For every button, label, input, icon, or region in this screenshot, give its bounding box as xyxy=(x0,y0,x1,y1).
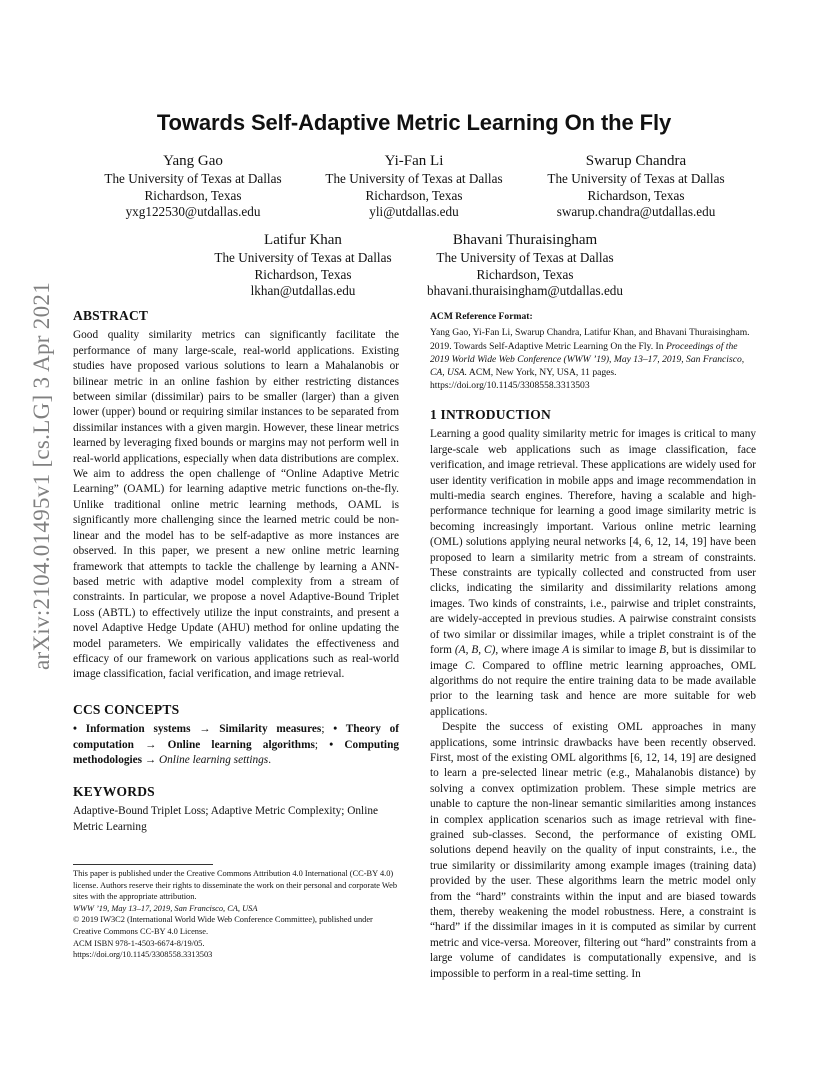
intro-text: , where image xyxy=(495,644,563,657)
ccs-concept: Online learning settings xyxy=(159,754,269,767)
intro-text: is similar to image xyxy=(569,644,660,657)
ccs-section xyxy=(73,702,399,769)
footnote-rule xyxy=(73,864,213,865)
introduction-section xyxy=(430,407,756,982)
ccs-heading: CCS CONCEPTS xyxy=(73,702,180,717)
footnote-doi: https://doi.org/10.1145/3308558.3313503 xyxy=(73,950,213,960)
keywords-text: Adaptive-Bound Triplet Loss; Adaptive Metric Complexity; Online Metric Learning xyxy=(73,805,378,833)
author-email: swarup.chandra@utdallas.edu xyxy=(556,204,716,219)
author-block-1 xyxy=(104,151,281,221)
acm-ref-proceedings: Proceedings of the 2019 World Wide Web Conference (WWW ’19), May 13–17, 2019, San Francisco, CA, USA. xyxy=(430,340,745,379)
author-affiliation: The University of Texas at Dallas xyxy=(547,171,725,186)
math-inline: (A, B, C) xyxy=(454,644,496,657)
author-affiliation: The University of Texas at Dallas xyxy=(214,250,392,265)
math-inline: A xyxy=(562,644,570,657)
ccs-concept: Similarity measures xyxy=(219,723,322,736)
ccs-concept: • Information systems xyxy=(73,723,191,736)
author-name: Bhavani Thuraisingham xyxy=(452,232,598,248)
author-affiliation: The University of Texas at Dallas xyxy=(104,171,282,186)
intro-text: , but is dissimilar to image xyxy=(430,644,756,672)
author-block-5 xyxy=(427,230,623,300)
author-location: Richardson, Texas xyxy=(476,266,574,282)
acm-ref-part: ACM, New York, NY, USA, 11 pages. https://doi.org/10.1145/3308558.3313503 xyxy=(430,367,617,392)
ccs-concepts-text: • Information systems → Similarity measures; • Theory of computation → Online learning algorithms; • Computing methodologies → Online learning settings. xyxy=(73,723,399,767)
author-block-4 xyxy=(214,230,391,300)
author-block-2 xyxy=(325,151,502,221)
footnote-copyright: © 2019 IW3C2 (International World Wide Web Conference Committee), published under Creative Commons CC-BY 4.0 License. xyxy=(73,915,373,936)
keywords-heading: KEYWORDS xyxy=(73,784,155,799)
intro-paragraph-1 xyxy=(430,427,756,720)
footnote-venue: WWW ’19, May 13–17, 2019, San Francisco, CA, USA xyxy=(73,903,258,913)
author-location: Richardson, Texas xyxy=(587,187,685,203)
acm-ref-heading: ACM Reference Format: xyxy=(430,311,533,322)
footnote xyxy=(73,868,399,961)
author-name: Latifur Khan xyxy=(264,232,342,248)
intro-text: . Compared to offline metric learning approaches, OML algorithms do not require the entire training data to be made available prior to the learning task and hence are more suitable for web applications. xyxy=(430,659,756,718)
footnote-license: This paper is published under the Creative Commons Attribution 4.0 International (CC-BY 4.0) license. Authors reserve their rights to disseminate the work on their personal and corporate Web sites with the appropriate attribution. xyxy=(73,869,398,902)
author-name: Swarup Chandra xyxy=(585,153,687,169)
math-inline: B xyxy=(659,644,667,657)
abstract-heading: ABSTRACT xyxy=(73,308,149,323)
acm-reference xyxy=(430,309,756,392)
acm-ref-text xyxy=(430,326,756,392)
author-affiliation: The University of Texas at Dallas xyxy=(436,250,614,265)
keywords-section xyxy=(73,784,399,835)
ccs-concept: • Theory of computation xyxy=(73,723,399,751)
abstract-text: Good quality similarity metrics can significantly facilitate the performance of many large-scale, real-world applications. Existing studies have proposed various solutions to learn a Mahalanobis or bilinear metric in an online fashion by either restricting distances between similar (dissimilar) pairs to be smaller (larger) than a given lower (upper) bound or requiring similar instances to be separated from dissimilar instances with a given margin. However, these linear metrics learned by leveraging fixed bounds or margins may not perform well in real-world applications, especially when data distributions are complex. We aim to address the open challenge of “Online Adaptive Metric Learning” (OAML) for learning adaptive metric functions on-the-fly. Unlike traditional online metric learning methods, OAML is significantly more challenging since the learned metric could be non-linear and the model has to be self-adaptive as more instances are observed. In this paper, we present a new online metric learning framework that attempts to tackle the challenge by learning a ANN-based metric with adaptive model complexity from a stream of constraints. In particular, we propose a novel Adaptive-Bound Triplet Loss (ABTL) to effectively utilize the input constraints, and present a novel Adaptive Hedge Update (AHU) method for online updating the model parameters. We empirically validates the effectiveness and efficacy of our framework on various applications such as real-world image classification, facial verification, and image retrieval. xyxy=(73,329,399,681)
arxiv-side-label: arXiv:2104.01495v1 [cs.LG] 3 Apr 2021 xyxy=(29,282,54,670)
author-location: Richardson, Texas xyxy=(144,187,242,203)
footnote-isbn: ACM ISBN 978-1-4503-6674-8/19/05. xyxy=(73,938,205,948)
author-email: yxg122530@utdallas.edu xyxy=(125,204,261,219)
ccs-arrow: → xyxy=(145,738,157,751)
ccs-concept: • Computing methodologies xyxy=(73,738,399,767)
ccs-concept: Online learning algorithms xyxy=(167,738,315,751)
author-location: Richardson, Texas xyxy=(254,266,352,282)
author-email: lkhan@utdallas.edu xyxy=(250,283,356,298)
author-location: Richardson, Texas xyxy=(365,187,463,203)
paper-title: Towards Self-Adaptive Metric Learning On the Fly xyxy=(156,110,672,135)
acm-ref-part: Yang Gao, Yi-Fan Li, Swarup Chandra, Latifur Khan, and Bhavani Thuraisingham. 2019. Towards Self-Adaptive Metric Learning On the Fly. In xyxy=(430,327,750,352)
math-inline: C xyxy=(464,659,473,672)
intro-paragraph-2: Despite the success of existing OML approaches in many applications, some intrinsic drawbacks have been recently observed. First, most of the existing OML algorithms [6, 12, 14, 19] are designed to learn a pre-selected linear metric (e.g., Mahalanobis distance) by solving a convex optimization problem. These simple metrics are unable to capture the non-linear semantic similarities among instances in complex application scenarios such as image retrieval with fine-grained sub-classes. Second, the performance of existing OML solutions depend heavily on the quality of input constraints, i.e., the true similarity or dissimilarity among example images (training data) provided by the user. These algorithms learn the metric model only from the “hard” constraints within the input and are biased towards them, thereby weakening the model robustness. Here, a constraint is “hard” if the dissimilar images in it is computed as similar by current metric and vice-versa. Moreover, filtering out “hard” constraints from a large volume of candidates is computationally expensive, and is impossible to perform in a real-time setting. In xyxy=(430,721,756,980)
author-block-3 xyxy=(547,151,724,221)
intro-heading: 1 INTRODUCTION xyxy=(430,407,551,422)
author-email: yli@utdallas.edu xyxy=(369,204,459,219)
author-name: Yi-Fan Li xyxy=(384,153,444,169)
ccs-arrow: → xyxy=(199,723,211,736)
abstract-section xyxy=(73,308,399,683)
author-name: Yang Gao xyxy=(163,153,223,169)
ccs-arrow: → xyxy=(144,754,157,767)
author-affiliation: The University of Texas at Dallas xyxy=(325,171,503,186)
author-email: bhavani.thuraisingham@utdallas.edu xyxy=(427,283,623,298)
intro-text: Learning a good quality similarity metric for images is critical to many large-scale web applications such as image classification, face verification, and image retrieval. These applications are widely used for user identity verification in mobile apps and image recommendation in multi-media search engines. Therefore, having a scalable and high-performance technique for learning a good image similarity metric is becoming increasingly important. Various online metric learning (OML) solutions applying neural networks [4, 6, 12, 14, 19] have been proposed to learn a similarity metric from a stream of constraints. These constraints are typically collected and constructed from user clicks, indicating the similarity and dissimilarity relations among images. Two kinds of constraints, i.e., pairwise and triplet constraints, are widely-accepted in previous studies. A pairwise constraint consists of two similar or dissimilar images, while a triplet constraint is of the form xyxy=(430,428,756,657)
